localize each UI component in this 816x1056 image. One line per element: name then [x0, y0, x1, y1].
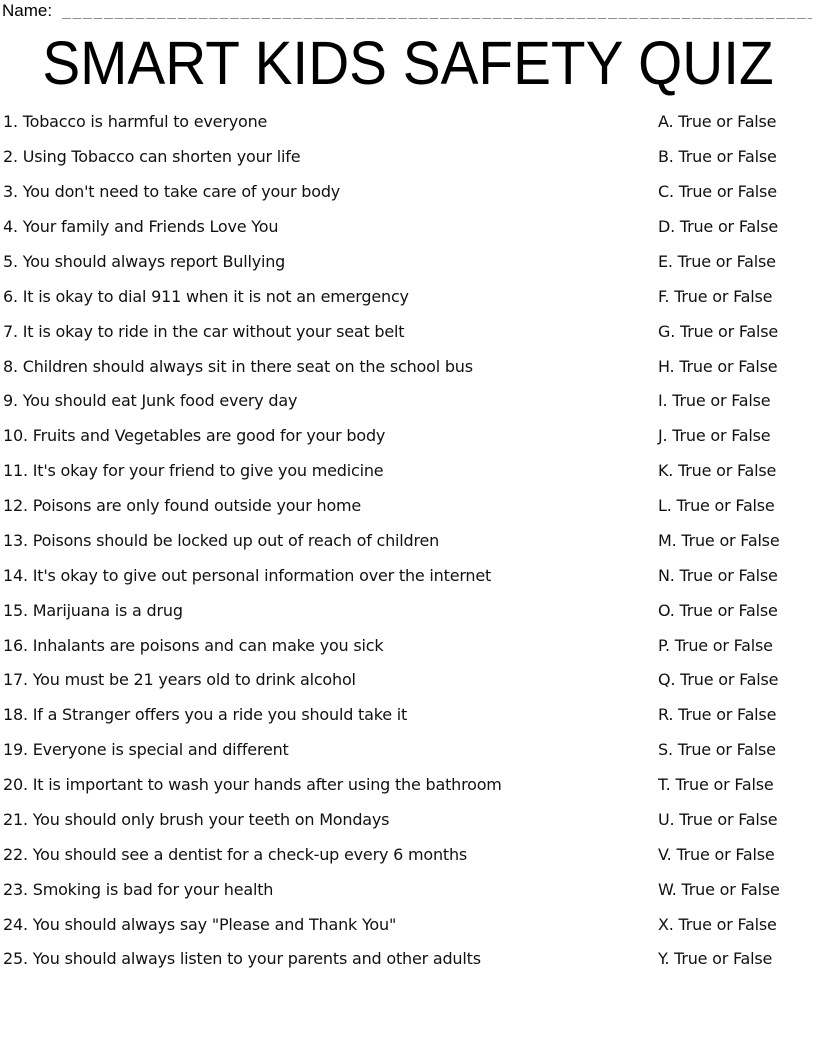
- answer-option: P. True or False: [658, 635, 773, 655]
- question-row: [3, 942, 813, 977]
- question-text: 12. Poisons are only found outside your home: [3, 496, 362, 516]
- answer-option: F. True or False: [658, 286, 773, 306]
- answer-option: G. True or False: [658, 321, 779, 341]
- question-text: 19. Everyone is special and different: [3, 740, 289, 760]
- question-text: 17. You must be 21 years old to drink alcohol: [3, 670, 356, 690]
- question-row: [3, 279, 813, 314]
- question-text: 14. It's okay to give out personal information over the internet: [3, 565, 492, 585]
- question-text: 24. You should always say "Please and Thank You": [3, 914, 397, 934]
- question-row: [3, 524, 813, 559]
- question-row: [3, 907, 813, 942]
- question-text: 7. It is okay to ride in the car without your seat belt: [3, 321, 405, 341]
- question-text: 23. Smoking is bad for your health: [3, 879, 274, 899]
- question-text: 18. If a Stranger offers you a ride you should take it: [3, 705, 408, 725]
- page-title: SMART KIDS SAFETY QUIZ: [42, 29, 774, 97]
- answer-option: B. True or False: [658, 147, 777, 167]
- question-row: [3, 698, 813, 733]
- answer-option: S. True or False: [658, 740, 776, 760]
- question-row: [3, 245, 813, 280]
- question-row: [3, 314, 813, 349]
- answer-option: W. True or False: [658, 879, 780, 899]
- answer-option: D. True or False: [658, 217, 778, 237]
- question-row: [3, 489, 813, 524]
- answer-option: L. True or False: [658, 496, 775, 516]
- question-text: 10. Fruits and Vegetables are good for your body: [3, 426, 386, 446]
- name-label: Name:: [2, 1, 53, 20]
- question-text: 2. Using Tobacco can shorten your life: [3, 147, 301, 167]
- answer-option: I. True or False: [658, 391, 771, 411]
- answer-option: C. True or False: [658, 182, 777, 202]
- answer-option: Y. True or False: [658, 949, 773, 969]
- question-row: [3, 558, 813, 593]
- question-list: [3, 105, 813, 977]
- answer-option: K. True or False: [658, 461, 777, 481]
- question-text: 9. You should eat Junk food every day: [3, 391, 298, 411]
- answer-option: E. True or False: [658, 251, 776, 271]
- answer-option: V. True or False: [658, 844, 775, 864]
- question-row: [3, 140, 813, 175]
- question-row: [3, 384, 813, 419]
- answer-option: O. True or False: [658, 600, 778, 620]
- question-row: [3, 663, 813, 698]
- question-text: 11. It's okay for your friend to give you medicine: [3, 461, 384, 481]
- answer-option: H. True or False: [658, 356, 778, 376]
- question-row: [3, 872, 813, 907]
- answer-option: M. True or False: [658, 530, 780, 550]
- answer-option: X. True or False: [658, 914, 777, 934]
- question-text: 6. It is okay to dial 911 when it is not an emergency: [3, 286, 409, 306]
- question-text: 20. It is important to wash your hands after using the bathroom: [3, 775, 502, 795]
- answer-option: A. True or False: [658, 112, 777, 132]
- question-row: [3, 733, 813, 768]
- question-row: [3, 768, 813, 803]
- question-text: 13. Poisons should be locked up out of reach of children: [3, 530, 440, 550]
- question-row: [3, 593, 813, 628]
- question-text: 5. You should always report Bullying: [3, 251, 286, 271]
- question-row: [3, 628, 813, 663]
- question-row: [3, 803, 813, 838]
- answer-option: T. True or False: [658, 775, 774, 795]
- answer-option: Q. True or False: [658, 670, 779, 690]
- question-text: 21. You should only brush your teeth on Mondays: [3, 809, 390, 829]
- question-text: 4. Your family and Friends Love You: [3, 217, 279, 237]
- name-fill-in-line: [62, 18, 812, 19]
- answer-option: J. True or False: [658, 426, 771, 446]
- question-text: 1. Tobacco is harmful to everyone: [3, 112, 268, 132]
- question-text: 8. Children should always sit in there seat on the school bus: [3, 356, 473, 376]
- question-text: 16. Inhalants are poisons and can make you sick: [3, 635, 384, 655]
- question-row: [3, 419, 813, 454]
- question-row: [3, 175, 813, 210]
- question-text: 25. You should always listen to your parents and other adults: [3, 949, 481, 969]
- question-text: 15. Marijuana is a drug: [3, 600, 183, 620]
- answer-option: N. True or False: [658, 565, 778, 585]
- answer-option: U. True or False: [658, 809, 778, 829]
- question-row: [3, 105, 813, 140]
- question-text: 3. You don't need to take care of your body: [3, 182, 341, 202]
- question-row: [3, 837, 813, 872]
- question-row: [3, 349, 813, 384]
- question-row: [3, 210, 813, 245]
- question-text: 22. You should see a dentist for a check-up every 6 months: [3, 844, 468, 864]
- answer-option: R. True or False: [658, 705, 777, 725]
- question-row: [3, 454, 813, 489]
